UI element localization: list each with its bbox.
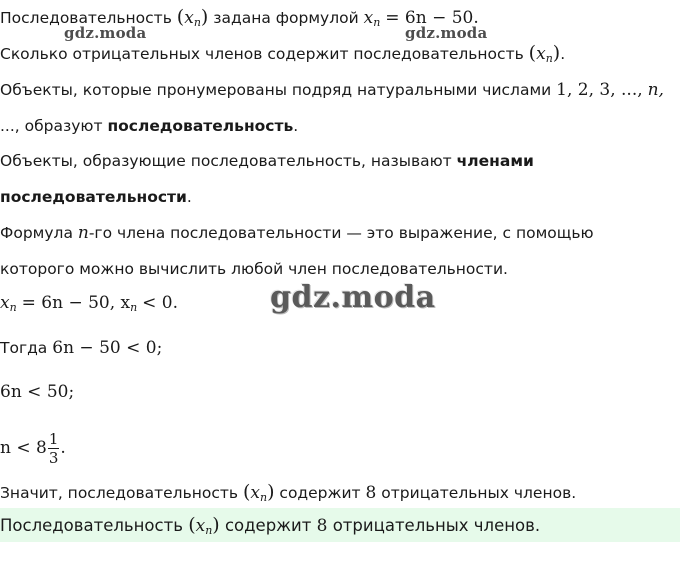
theory-line-2: ..., образуют последовательность. [0, 117, 299, 135]
watermark-small-1: gdz.moda [64, 24, 147, 42]
solution-step-1: Тогда 6n − 50 < 0; [0, 338, 163, 358]
task-statement: Последовательность $(x_n)$ задана формулой $x_n = 6n - 50$. [0, 6, 479, 29]
solution-condition: $x_n = 6n - 50$, $x_n < 0$. [0, 293, 179, 314]
solution-step-2: 6n < 50; [0, 382, 75, 402]
fraction-one-third: $\frac{1}{3}$ [48, 430, 59, 467]
solution-step-3: n < 8 $\frac{1}{3}$ . [0, 430, 66, 467]
watermark-large: gdz.moda [270, 280, 436, 315]
solution-conclusion: Значит, последовательность $(x_n)$ содержит 8 отрицательных членов. [0, 481, 577, 504]
theory-line-3: Объекты, образующие последовательность, называют членами [0, 152, 534, 170]
theory-line-4: последовательности. [0, 188, 192, 206]
answer-text: Последовательность $(x_n)$ содержит 8 отрицательных членов. [0, 514, 541, 537]
theory-line-1: Объекты, которые пронумерованы подряд натуральными числами 1, 2, 3, ..., n, [0, 80, 664, 100]
watermark-small-2: gdz.moda [405, 24, 488, 42]
theory-line-6: которого можно вычислить любой член последовательности. [0, 260, 508, 278]
theory-line-5: Формула n-го члена последовательности — это выражение, с помощью [0, 223, 594, 243]
question: Сколько отрицательных членов содержит последовательность $(x_n)$. [0, 42, 566, 65]
